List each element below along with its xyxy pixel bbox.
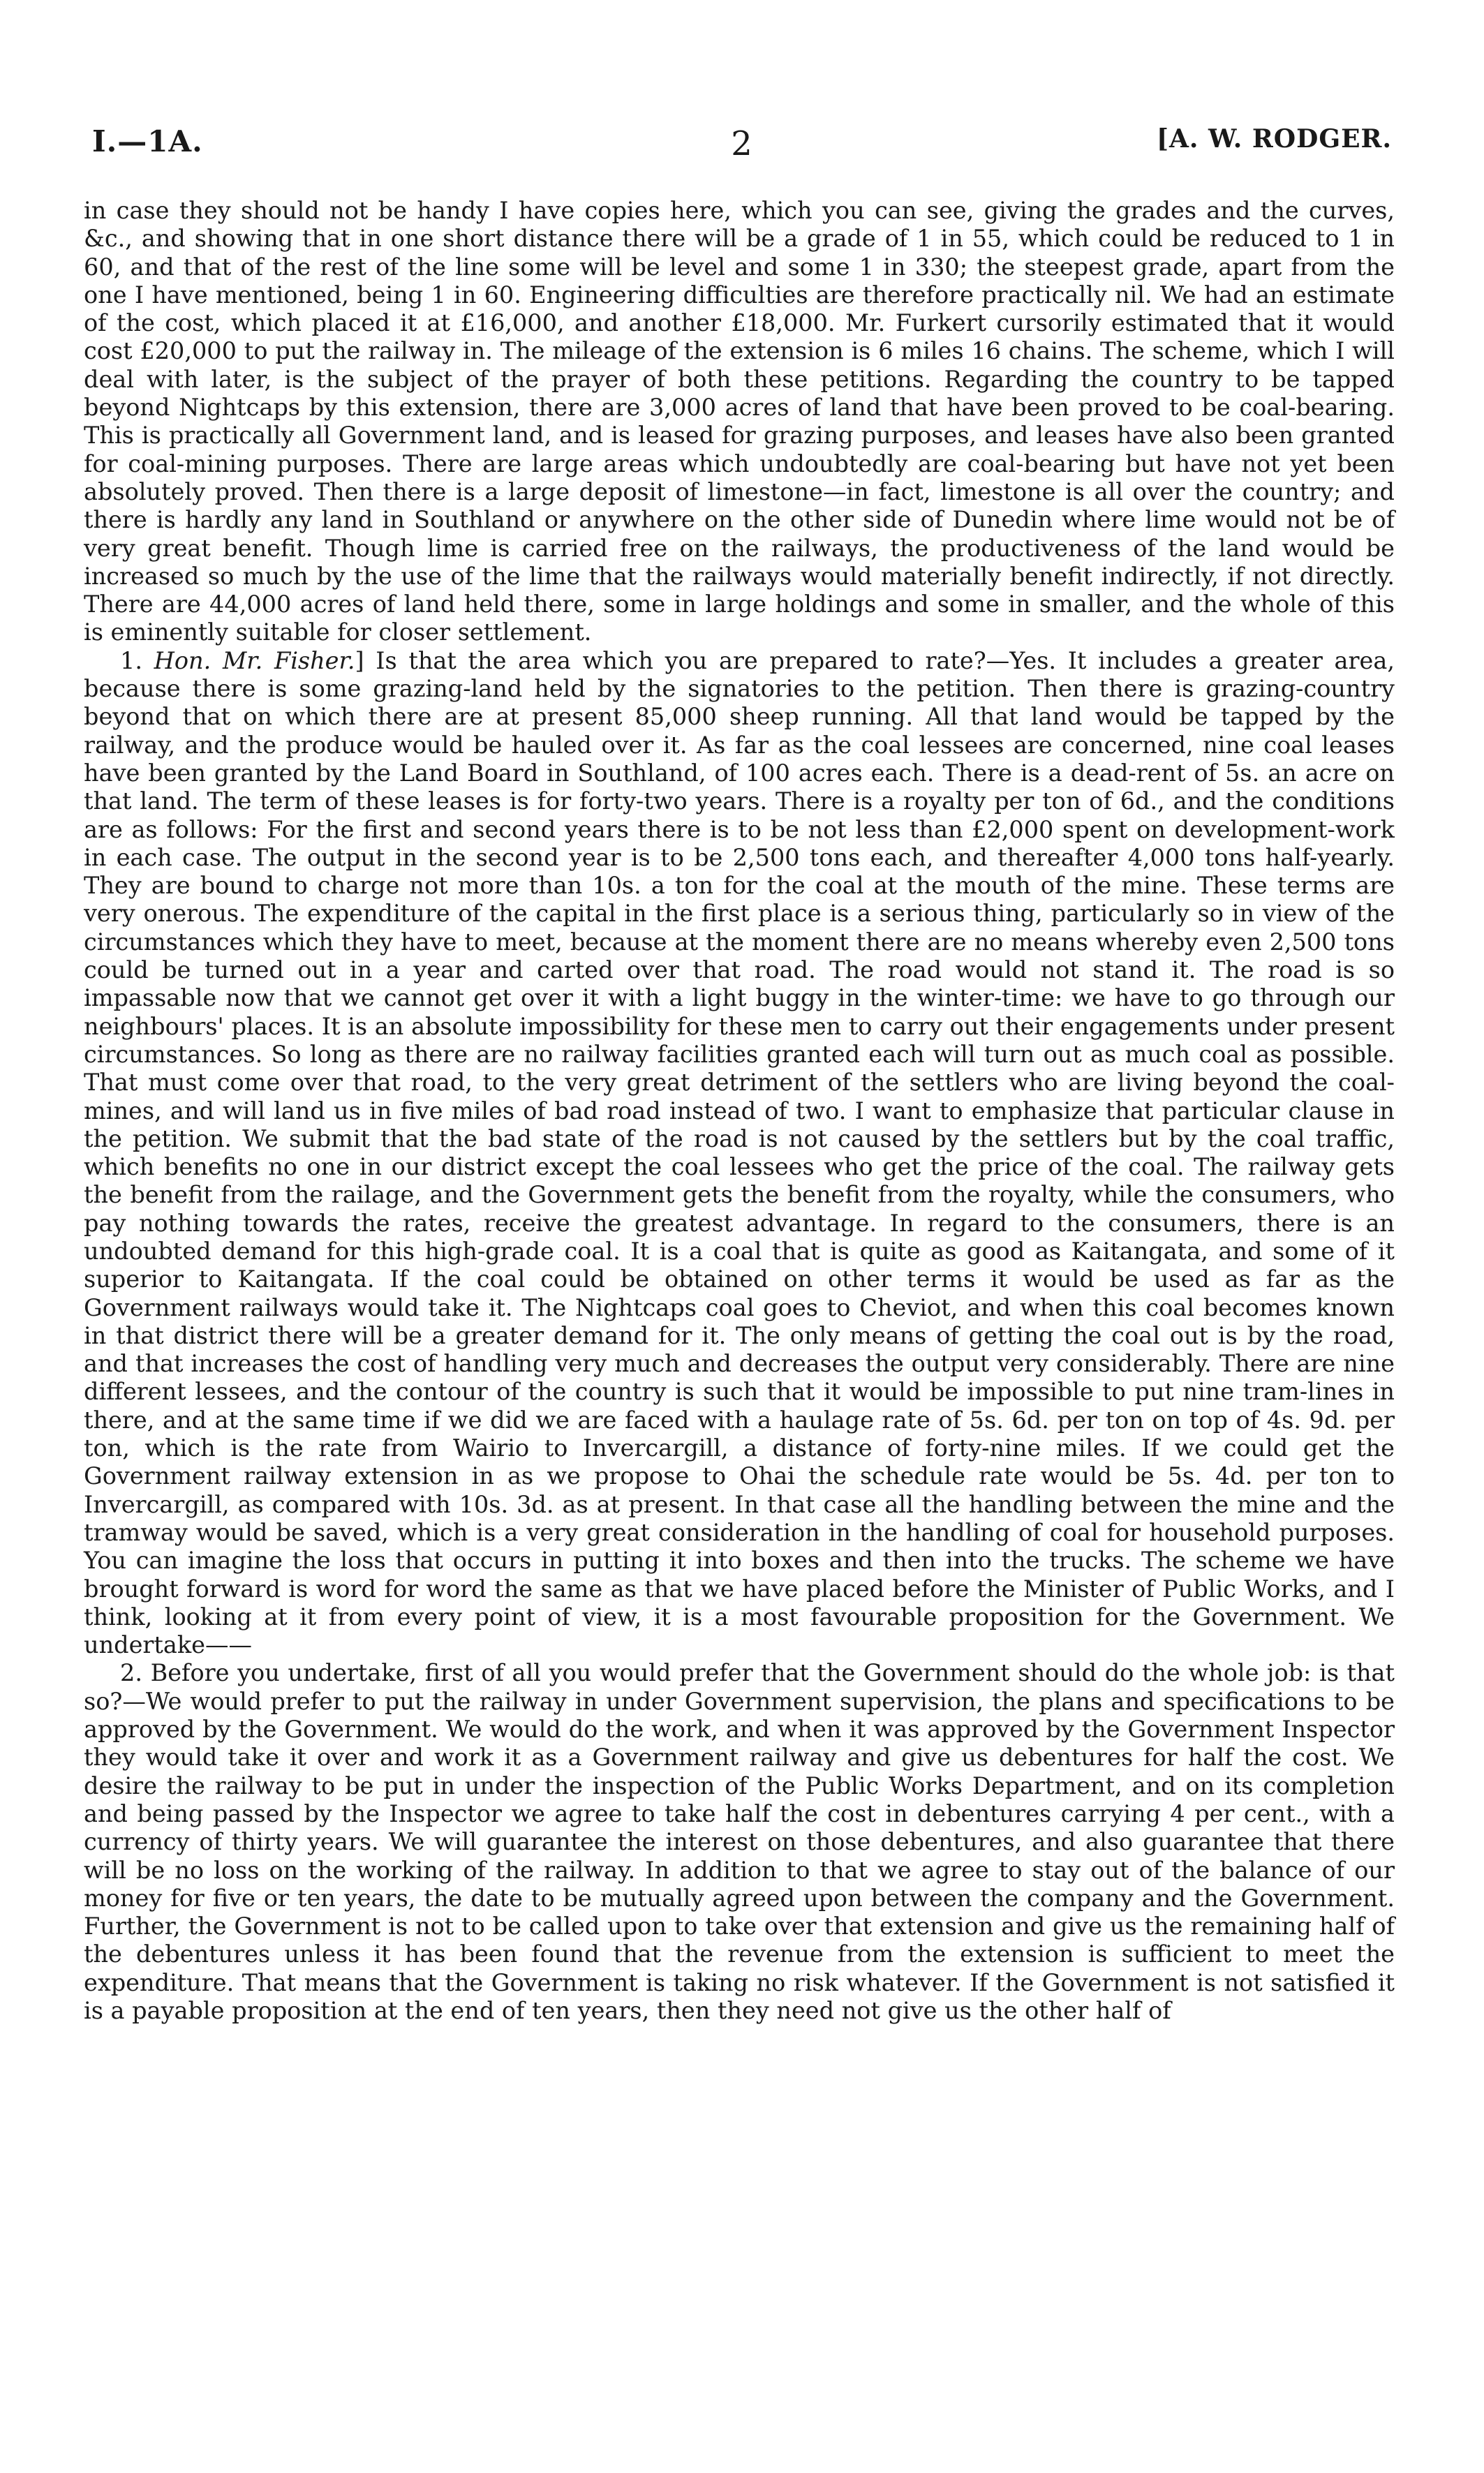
question-number: 2.	[120, 1659, 142, 1687]
parliamentary-paper-reference: I.—1A.	[92, 124, 203, 158]
paragraph-text: Before you undertake, first of all you would prefer that the Government should do the whole job: is that so?—We would prefer to put the railway in under Government supervision, the plans and specifications to be approved by the Government. We would do the work, and when it was approved by the Government Inspector they would take it over and work it as a Government railway and give us debentures for half the cost. We desire the railway to be put in under the inspection of the Public Works Department, and on its completion and being passed by the Inspector we agree to take half the cost in debentures carrying 4 per cent., with a currency of thirty years. We will guarantee the interest on those debentures, and also guarantee that there will be no loss on the working of the railway. In addition to that we agree to stay out of the balance of our money for five or ten years, the date to be mutually agreed upon between the company and the Government. Further, the Government is not to be called upon to take over that extension and give us the remaining half of the debentures unless it has been found that the revenue from the extension is sufficient to meet the expenditure. That means that the Government is taking no risk whatever. If the Government is not satisfied it is a payable proposition at the end of ten years, then they need not give us the other half of	[84, 1659, 1395, 2024]
paragraph-text: in case they should not be handy I have copies here, which you can see, giving the grades and the curves, &c., and showing that in one short distance there will be a grade of 1 in 55, which could be reduced to 1 in 60, and that of the rest of the line some will be level and some 1 in 330; the steepest grade, apart from the one I have mentioned, being 1 in 60. Engineering difficulties are therefore practically nil. We had an estimate of the cost, which placed it at £16,000, and another £18,000. Mr. Furkert cursorily estimated that it would cost £20,000 to put the railway in. The mileage of the extension is 6 miles 16 chains. The scheme, which I will deal with later, is the subject of the prayer of both these petitions. Regarding the country to be tapped beyond Nightcaps by this extension, there are 3,000 acres of land that have been proved to be coal-bearing. This is practically all Government land, and is leased for grazing purposes, and leases have also been granted for coal-mining purposes. There are large areas which undoubtedly are coal-bearing but have not yet been absolutely proved. Then there is a large deposit of limestone—in fact, limestone is all over the country; and there is hardly any land in Southland or anywhere on the other side of Dunedin where lime would not be of very great benefit. Though lime is carried free on the railways, the productiveness of the land would be increased so much by the use of the lime that the railways would materially benefit indirectly, if not directly. There are 44,000 acres of land held there, some in large holdings and some in smaller, and the whole of this is eminently suitable for closer settlement.	[84, 197, 1395, 646]
question-paragraph-2	[84, 1659, 1395, 2025]
questioner-name: Hon. Mr. Fisher.	[154, 646, 355, 674]
paragraph-text: ] Is that the area which you are prepared to rate?—Yes. It includes a greater area, because there is some grazing-land held by the signatories to the petition. Then there is grazing-country beyond that on which there are at present 85,000 sheep running. All that land would be tapped by the railway, and the produce would be hauled over it. As far as the coal lessees are concerned, nine coal leases have been granted by the Land Board in Southland, of 100 acres each. There is a dead-rent of 5s. an acre on that land. The term of these leases is for forty-two years. There is a royalty per ton of 6d., and the conditions are as follows: For the first and second years there is to be not less than £2,000 spent on development-work in each case. The output in the second year is to be 2,500 tons each, and thereafter 4,000 tons half-yearly. They are bound to charge not more than 10s. a ton for the coal at the mouth of the mine. These terms are very onerous. The expenditure of the capital in the first place is a serious thing, particularly so in view of the circumstances which they have to meet, because at the moment there are no means whereby even 2,500 tons could be turned out in a year and carted over that road. The road would not stand it. The road is so impassable now that we cannot get over it with a light buggy in the winter-time: we have to go through our neighbours' places. It is an absolute impossibility for these men to carry out their engagements under present circumstances. So long as there are no railway facilities granted each will turn out as much coal as possible. That must come over that road, to the very great detriment of the settlers who are living beyond the coal-mines, and will land us in five miles of bad road instead of two. I want to emphasize that particular clause in the petition. We submit that the bad state of the road is not caused by the settlers but by the coal traffic, which benefits no one in our district except the coal lessees who get the price of the coal. The railway gets the benefit from the railage, and the Government gets the benefit from the royalty, while the consumers, who pay nothing towards the rates, receive the greatest advantage. In regard to the consumers, there is an undoubted demand for this high-grade coal. It is a coal that is quite as good as Kaitangata, and some of it superior to Kaitangata. If the coal could be obtained on other terms it would be used as far as the Government railways would take it. The Nightcaps coal goes to Cheviot, and when this coal becomes known in that district there will be a greater demand for it. The only means of getting the coal out is by the road, and that increases the cost of handling very much and decreases the output very considerably. There are nine different lessees, and the contour of the country is such that it would be impossible to put nine tram-lines in there, and at the same time if we did we are faced with a haulage rate of 5s. 6d. per ton on top of 4s. 9d. per ton, which is the rate from Wairio to Invercargill, a distance of forty-nine miles. If we could get the Government railway extension in as we propose to Ohai the schedule rate would be 5s. 4d. per ton to Invercargill, as compared with 10s. 3d. as at present. In that case all the handling between the mine and the tramway would be saved, which is a very great consideration in the handling of coal for household purposes. You can imagine the loss that occurs in putting it into boxes and then into the trucks. The scheme we have brought forward is word for word the same as that we have placed before the Minister of Public Works, and I think, looking at it from every point of view, it is a most favourable proposition for the Government. We undertake——	[84, 646, 1395, 1659]
page-header	[92, 124, 1392, 166]
question-paragraph-1	[84, 647, 1395, 1660]
question-number: 1.	[120, 646, 142, 674]
body-text	[84, 197, 1395, 2025]
paragraph-continuation	[84, 197, 1395, 647]
witness-name: [A. W. RODGER.	[1156, 124, 1392, 154]
page-number: 2	[731, 124, 753, 163]
